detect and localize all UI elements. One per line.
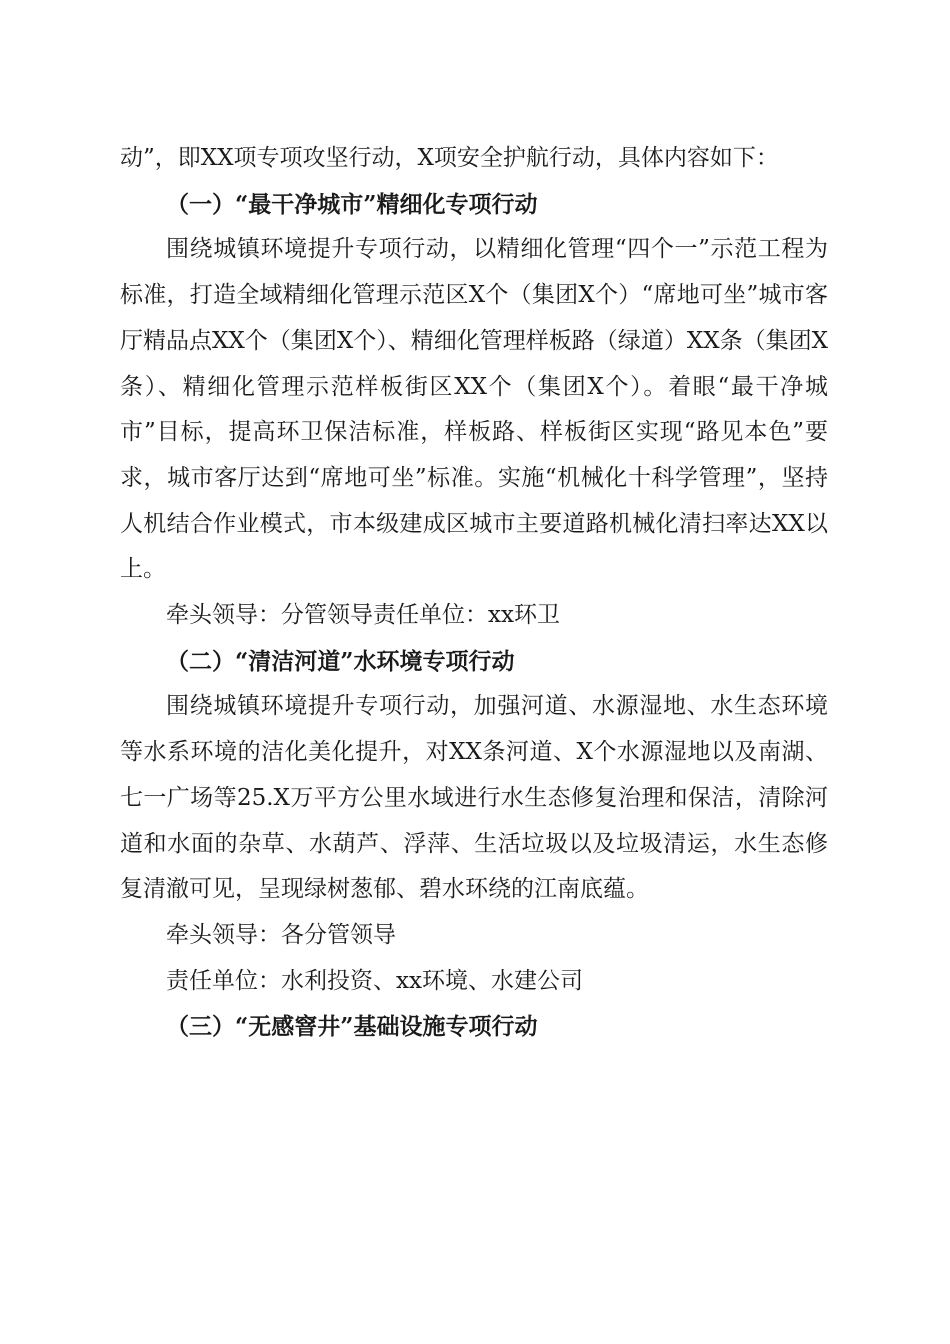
section-heading-1: （一）“最干净城市”精细化专项行动 [166,190,538,218]
section-1-lead-line: 牵头领导：分管领导责任单位：xx环卫 [166,602,560,629]
document-body [120,136,828,1050]
section-heading-2: （二）“清洁河道”水环境专项行动 [166,647,515,675]
section-heading-3: （三）“无感窨井”基础设施专项行动 [166,1013,538,1041]
section-2-lead-line: 牵头领导：各分管领导 [166,921,396,948]
intro-paragraph: 动”，即XX项专项攻坚行动，X项安全护航行动，具体内容如下： [120,145,779,171]
section-2-unit-line: 责任单位：水利投资、xx环境、水建公司 [166,967,583,994]
section-2-paragraph: 围绕城镇环境提升专项行动，加强河道、水源湿地、水生态环境等水系环境的洁化美化提升，对XX条河道、X个水源湿地以及南湖、七一广场等25.X万平方公里水域进行水生态修复治理和保洁，清除河道和水面的杂草、水葫芦、浮萍、生活垃圾以及垃圾清运，水生态修复清澈可见，呈现绿树葱郁、碧水环绕的江南底蕴。 [120,693,828,903]
section-1-paragraph: 围绕城镇环境提升专项行动，以精细化管理“四个一”示范工程为标准，打造全域精细化管理示范区X个（集团X个）“席地可坐”城市客厅精品点XX个（集团X个）、精细化管理样板路（绿道）XX条（集团X条）、精细化管理示范样板街区XX个（集团X个）。着眼“最干净城市”目标，提高环卫保洁标准，样板路、样板街区实现“路见本色”要求，城市客厅达到“席地可坐”标准。实施“机械化十科学管理”，坚持人机结合作业模式，市本级建成区城市主要道路机械化清扫率达XX以上。 [120,236,828,583]
